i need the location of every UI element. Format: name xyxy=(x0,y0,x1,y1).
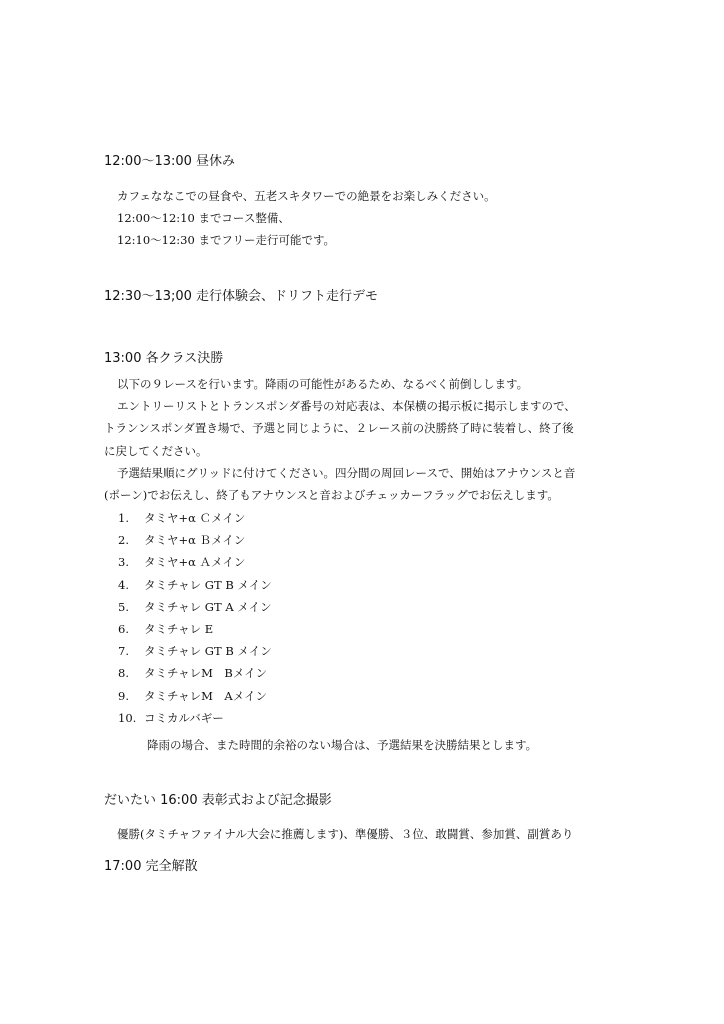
list-item: 6. タミチャレ E xyxy=(118,622,214,637)
finals-line-5: 予選結果順にグリッドに付けてください。四分間の周回レースで、開始はアナウンスと音 xyxy=(117,465,576,480)
list-item: 9. タミチャレM Aメイン xyxy=(118,688,268,703)
list-item: 4. タミチャレ GT B メイン xyxy=(118,577,272,592)
lunch-line-2: 12:00～12:10 までコース整備、 xyxy=(117,211,290,226)
heading-lunch-break: 12:00～13:00 昼休み xyxy=(104,154,236,169)
finals-line-2: エントリーリストとトランスポンダ番号の対応表は、本保横の掲示板に掲示しますので、 xyxy=(117,399,576,414)
list-item: 5. タミチャレ GT A メイン xyxy=(118,599,272,614)
lunch-line-1: カフェななこでの昼食や、五老スキタワーでの絶景をお楽しみください。 xyxy=(117,189,496,203)
list-item: 3. タミヤ+α Ａメイン xyxy=(118,555,246,570)
finals-line-1: 以下の９レースを行います。降雨の可能性があるため、なるべく前倒しします。 xyxy=(117,377,529,391)
finals-line-4: に戻してください。 xyxy=(104,443,208,458)
list-item: 2. タミヤ+α Ｂメイン xyxy=(118,533,246,548)
finals-text xyxy=(104,373,624,506)
race-list xyxy=(118,507,272,729)
rain-note: 降雨の場合、また時間的余裕のない場合は、予選結果を決勝結果とします。 xyxy=(147,738,538,752)
awards-text xyxy=(104,823,624,845)
heading-awards-ceremony: だいたい 16:00 表彰式および記念撮影 xyxy=(104,793,332,808)
list-item: 8. タミチャレM Bメイン xyxy=(118,666,268,681)
heading-class-finals: 13:00 各クラス決勝 xyxy=(104,351,224,366)
finals-line-6: (ポーン)でお伝えし、終了もアナウンスと音およびチェッカーフラッグでお伝えします。 xyxy=(104,488,559,503)
list-item: 1. タミヤ+α Ｃメイン xyxy=(118,511,246,525)
list-item: 7. タミチャレ GT B メイン xyxy=(118,644,272,659)
heading-driving-experience: 12:30～13;00 走行体験会、ドリフト走行デモ xyxy=(104,289,379,304)
list-item: 10. コミカルバギー xyxy=(118,710,224,725)
lunch-line-3: 12:10～12:30 までフリー走行可能です。 xyxy=(117,233,336,248)
heading-dismissal: 17:00 完全解散 xyxy=(104,859,198,874)
awards-line: 優勝(タミチャファイナル大会に推薦します)、準優勝、３位、敢闘賞、参加賞、副賞あり xyxy=(117,827,574,841)
finals-line-3: トランンスポンダ置き場で、予選と同じように、２レース前の決勝終了時に装着し、終了後 xyxy=(104,421,574,436)
lunch-break-text xyxy=(104,185,624,252)
